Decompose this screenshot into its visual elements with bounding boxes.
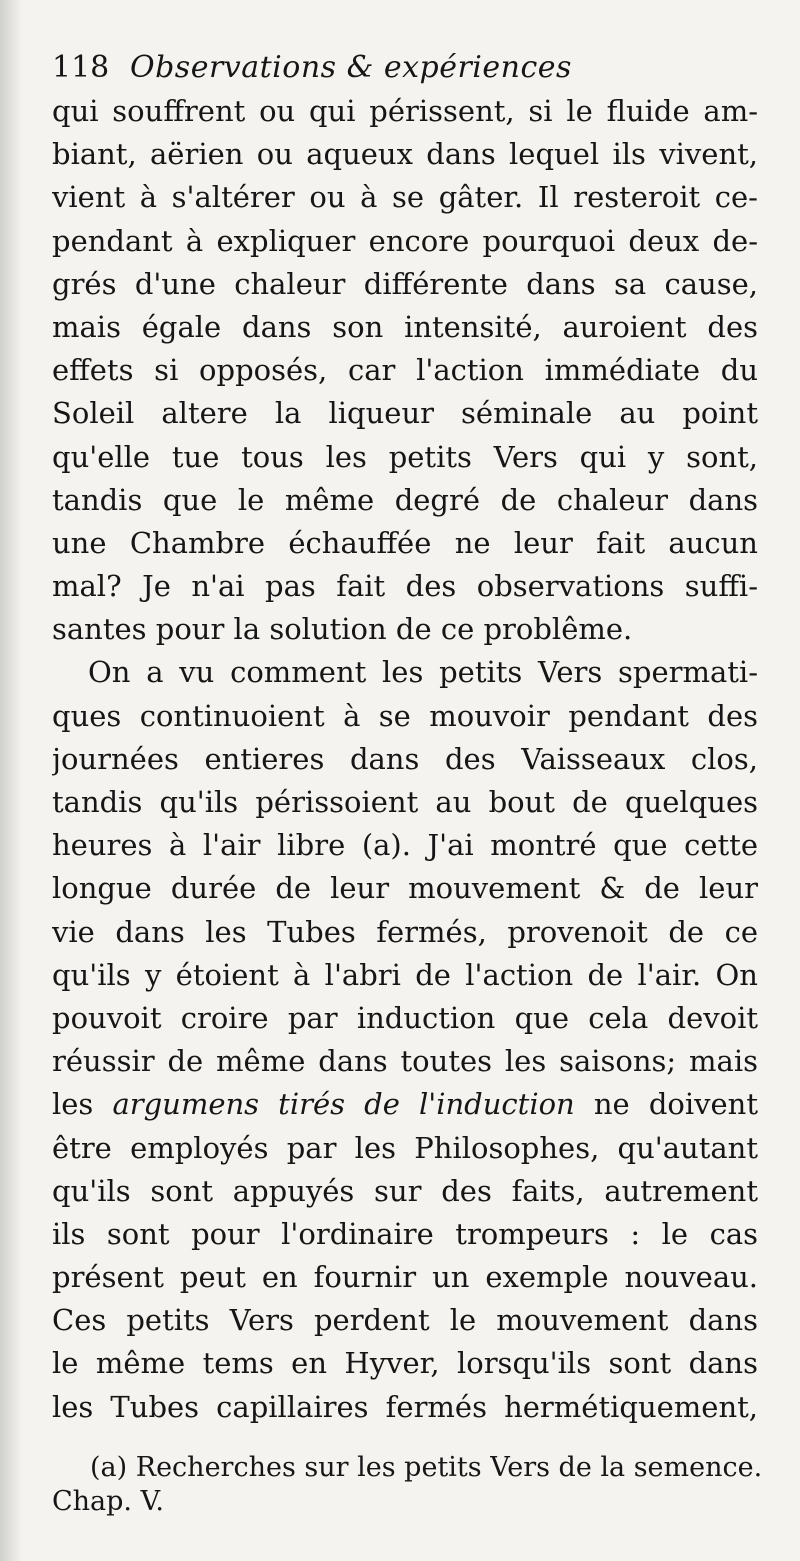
footnote-line: Chap. V.	[52, 1485, 164, 1517]
text-line: une Chambre échauffée ne leur fait aucun	[52, 525, 758, 560]
page-number: 118	[52, 50, 110, 85]
text-line: effets si opposés, car l'action immédiate du	[52, 353, 758, 388]
text-line: qu'ils sont appuyés sur des faits, autrement	[52, 1173, 758, 1208]
footnote	[52, 1451, 763, 1519]
text-line: ils sont pour l'ordinaire trompeurs : le cas	[52, 1216, 758, 1251]
text-line: qu'ils y étoient à l'abri de l'action de l'air. On	[52, 957, 758, 992]
text-line-mixed	[52, 1083, 758, 1126]
text-line: On a vu comment les petits Vers spermati-	[88, 655, 758, 690]
text-line: vient à s'altérer ou à se gâter. Il resteroit ce-	[52, 180, 758, 215]
footnote-line: (a) Recherches sur les petits Vers de la semence.	[90, 1451, 763, 1483]
text-line: qui souffrent ou qui périssent, si le fluide am-	[52, 94, 758, 128]
page-gutter-shadow	[0, 0, 22, 1561]
text-line: longue durée de leur mouvement & de leur	[52, 871, 758, 906]
body-text	[52, 90, 758, 1429]
text-line: heures à l'air libre (a). J'ai montré que cette	[52, 828, 758, 863]
page-header	[52, 46, 758, 90]
text-line: réussir de même dans toutes les saisons; mais	[52, 1044, 758, 1079]
text-line: Soleil altere la liqueur séminale au point	[52, 396, 758, 431]
italic-phrase: argumens tirés de l'induction	[112, 1087, 575, 1122]
text-line: Ces petits Vers perdent le mouvement dans	[52, 1303, 758, 1338]
text-line: ques continuoient à se mouvoir pendant des	[52, 698, 758, 733]
running-title: Observations & expériences	[130, 50, 572, 85]
text-line: tandis qu'ils périssoient au bout de quelques	[52, 785, 758, 819]
text-line: vie dans les Tubes fermés, provenoit de ce	[52, 914, 758, 949]
text-line: pendant à expliquer encore pourquoi deux de-	[52, 223, 758, 258]
text-line: mal? Je n'ai pas fait des observations suffi-	[52, 569, 758, 604]
text-line: santes pour la solution de ce problême.	[52, 612, 633, 647]
text-fragment: les	[52, 1087, 113, 1122]
text-fragment: ne doivent	[574, 1087, 758, 1122]
text-line: mais égale dans son intensité, auroient des	[52, 309, 758, 344]
text-line: être employés par les Philosophes, qu'autant	[52, 1130, 758, 1165]
text-line: présent peut en fournir un exemple nouveau.	[52, 1260, 758, 1295]
text-line: journées entieres dans des Vaisseaux clos,	[52, 741, 758, 776]
text-line: pouvoit croire par induction que cela devoit	[52, 1000, 758, 1035]
text-line: qu'elle tue tous les petits Vers qui y sont,	[52, 439, 758, 474]
text-line: tandis que le même degré de chaleur dans	[52, 482, 758, 517]
text-line: biant, aërien ou aqueux dans lequel ils vivent,	[52, 137, 758, 172]
text-line: grés d'une chaleur différente dans sa cause,	[52, 266, 758, 301]
text-line: le même tems en Hyver, lorsqu'ils sont dans	[52, 1346, 758, 1381]
text-line: les Tubes capillaires fermés hermétiquement,	[52, 1389, 758, 1424]
